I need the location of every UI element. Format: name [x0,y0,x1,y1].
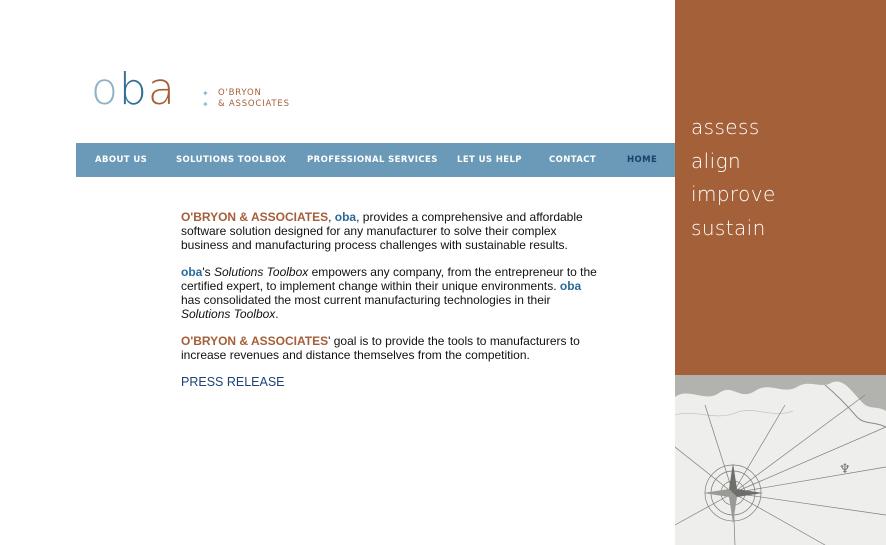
text-fragment: empowers any company, from the entrepreneur to the certified expert, to implement change within their unique environments. [181,265,597,293]
svg-text:♆: ♆ [839,462,851,477]
compass-rose-icon [675,375,886,545]
tagline-list [691,111,776,245]
intro-paragraph [181,210,601,252]
compass-map-image [675,375,886,545]
text-fragment: has consolidated the most current manufacturing technologies in their [181,293,551,307]
toolbox-name: Solutions Toolbox [213,265,309,279]
logo-wordmark [91,64,176,116]
nav-professional-services[interactable]: PROFESSIONAL SERVICES [307,155,438,165]
text-fragment: , provides a comprehensive and affordable software solution designed for any manufacturer to solve their complex business and manufacturing process challenges with sustainable results. [181,210,583,252]
tagline-panel [675,0,886,375]
toolbox-name: Solutions Toolbox [181,307,276,321]
logo-letter-a: a [147,64,176,115]
text-fragment: ' goal is to provide the tools to manufacturers to increase revenues and distance themselves from the competition. [181,334,580,362]
sparkle-icon: ✦ [202,89,210,98]
oba-name: oba [334,210,357,224]
nav-home[interactable]: HOME [627,155,658,165]
tagline-sustain: sustain [691,215,766,240]
tagline-align: align [691,148,742,173]
oba-name: oba [559,279,582,293]
nav-about-us[interactable]: ABOUT US [95,155,148,165]
logo-line-1: O'BRYON [218,88,262,98]
text-fragment: 's [202,265,214,279]
brand-name: O'BRYON & ASSOCIATES [181,210,329,224]
tagline-improve: improve [691,182,776,206]
logo-letter-b: b [118,64,148,115]
text-fragment: . [275,307,279,321]
brand-name: O'BRYON & ASSOCIATES [181,334,329,348]
logo-letter-o: o [91,64,119,115]
oba-name: oba [181,265,203,279]
main-navigation [76,143,675,177]
goal-paragraph [181,334,601,362]
main-content [181,210,601,389]
text-fragment: , [328,210,335,224]
press-release-link[interactable]: PRESS RELEASE [181,375,285,389]
tagline-assess: assess [691,115,760,139]
nav-contact[interactable]: CONTACT [549,155,597,165]
sparkle-icon: ✦ [202,100,210,109]
logo-line-2: & ASSOCIATES [218,99,290,109]
nav-let-us-help[interactable]: LET US HELP [457,155,522,165]
nav-solutions-toolbox[interactable]: SOLUTIONS TOOLBOX [176,155,287,165]
logo-company-name [202,88,290,110]
toolbox-paragraph [181,265,601,321]
